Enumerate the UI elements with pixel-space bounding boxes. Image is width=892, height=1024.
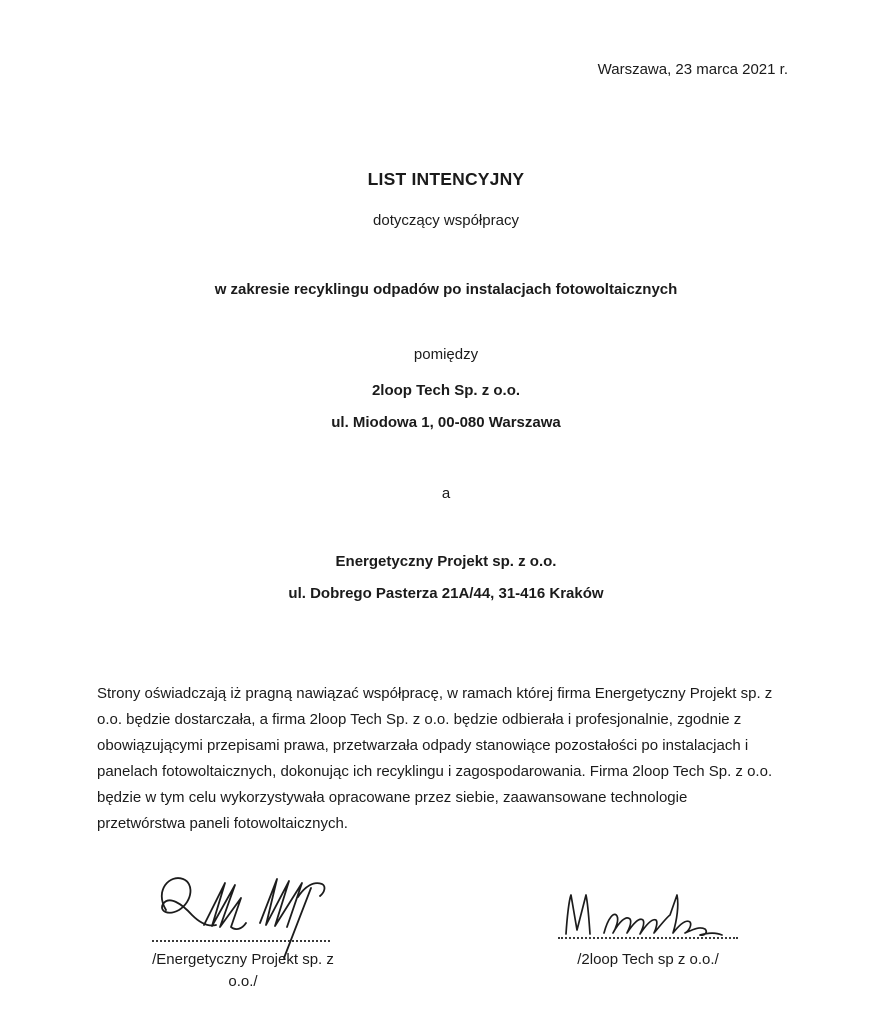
body-paragraph-line: Strony oświadczają iż pragną nawiązać współpracę, w ramach której firma Energetyczny Projekt sp. z (97, 685, 773, 702)
and-label: a (441, 485, 451, 502)
party-top-name: 2loop Tech Sp. z o.o. (371, 382, 521, 399)
signature-caption-left (138, 949, 348, 993)
document-subject: w zakresie recyklingu odpadów po instalacjach fotowoltaicznych (214, 281, 678, 298)
body-paragraph-line: będzie w tym celu wykorzystywała opracowane przez siebie, zaawansowane technologie (97, 789, 688, 806)
body-paragraph-line: panelach fotowoltaicznych, dokonując ich recyklingu i zagospodarowania. Firma 2loop Tech Sp. z o.o. (97, 763, 773, 780)
signature-caption-right (548, 949, 748, 971)
party-bottom-name: Energetyczny Projekt sp. z o.o. (335, 553, 557, 570)
document-subtitle: dotyczący współpracy (373, 212, 519, 229)
signature-line-left (152, 940, 330, 942)
between-label: pomiędzy (413, 346, 479, 363)
signature-line-right (558, 937, 738, 939)
body-paragraph-line: przetwórstwa paneli fotowoltaicznych. (97, 815, 348, 832)
body-paragraph-line: o.o. będzie dostarczała, a firma 2loop Tech Sp. z o.o. będzie odbierała i profesjonalnie, zgodnie z (97, 711, 742, 728)
body-paragraph-line: obowiązującymi przepisami prawa, przetwarzała odpady stanowiące pozostałości po instalacjach i (97, 737, 749, 754)
body-paragraph (97, 681, 817, 837)
document-title: LIST INTENCYJNY (367, 169, 525, 189)
party-bottom-address: ul. Dobrego Pasterza 21A/44, 31-416 Kraków (288, 585, 604, 602)
signature-caption-left-line: /Energetyczny Projekt sp. z (152, 951, 334, 968)
handwritten-signature-right-icon (556, 888, 742, 940)
date-line: Warszawa, 23 marca 2021 r. (597, 61, 788, 78)
party-top-address: ul. Miodowa 1, 00-080 Warszawa (331, 414, 561, 431)
signature-caption-right-line: /2loop Tech sp z o.o./ (577, 951, 719, 968)
signature-caption-left-line: o.o./ (228, 973, 258, 990)
